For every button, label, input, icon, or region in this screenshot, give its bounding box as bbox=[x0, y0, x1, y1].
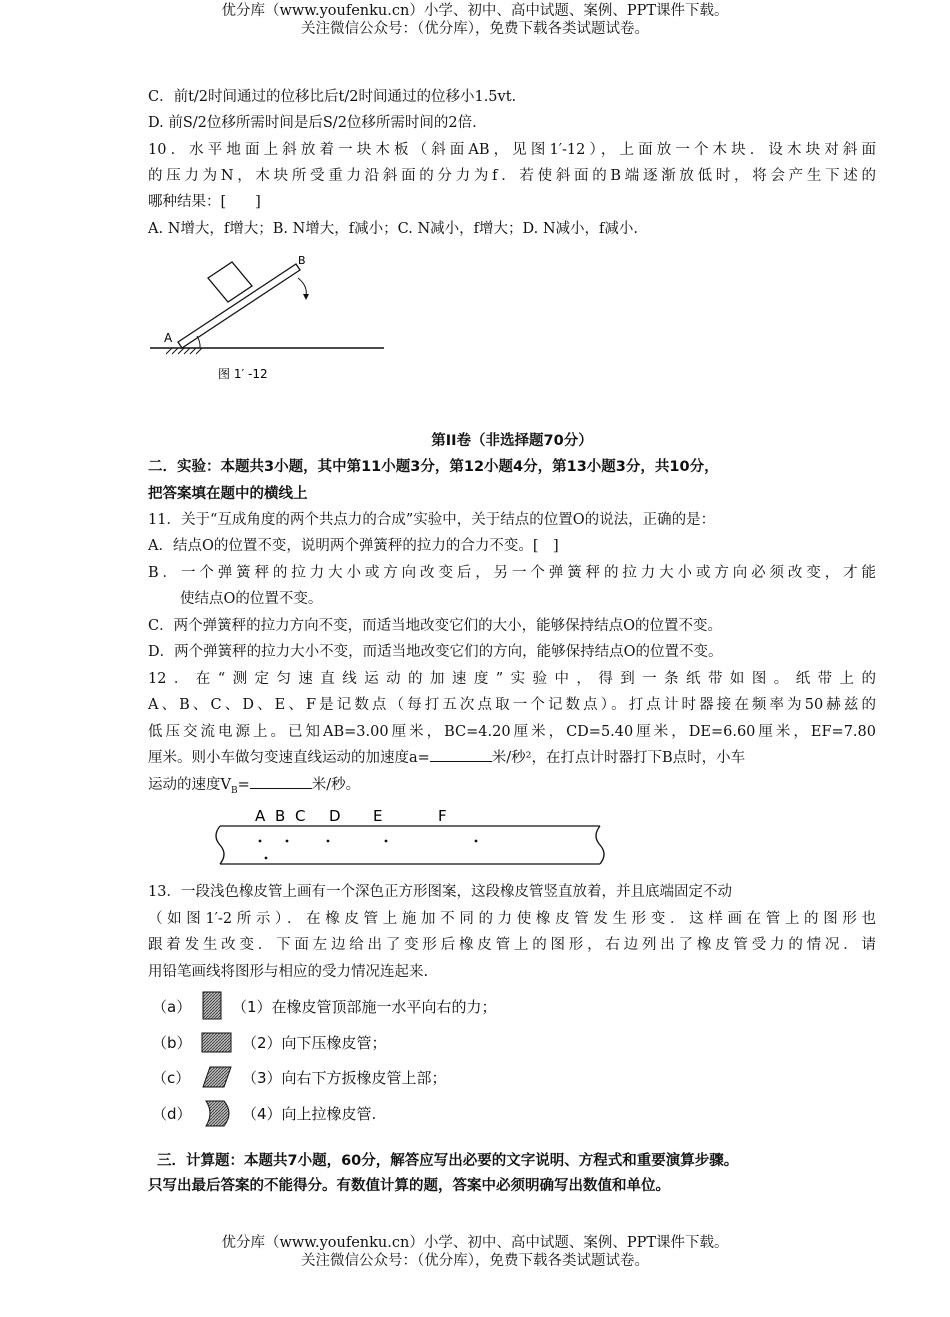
section2-title: 第II卷（非选择题70分） bbox=[431, 433, 593, 449]
q13-item-a bbox=[152, 991, 497, 1021]
q11-option-d: D．两个弹簧秤的拉力大小不变，而适当地改变它们的方向，能够保持结点O的位置不变。 bbox=[148, 644, 723, 660]
q13-item-c bbox=[152, 1062, 447, 1092]
velocity-blank[interactable] bbox=[250, 774, 312, 789]
tape-dot bbox=[286, 840, 289, 843]
bulged-shape bbox=[200, 1097, 234, 1129]
q11-option-b-line1: B．一个弹簧秤的拉力大小或方向改变后，另一个弹簧秤的拉力大小或方向必须改变，才能 bbox=[148, 565, 876, 581]
tall-rectangle-shape bbox=[200, 991, 224, 1021]
tape-dot bbox=[385, 840, 388, 843]
q12-line5-eq: = bbox=[237, 777, 250, 793]
q12-line5-end: 米/秒。 bbox=[311, 777, 361, 793]
q12-line4 bbox=[148, 745, 876, 771]
q12-line2: A、B、C、D、E、F是记数点（每打五次点取一个记数点）。打点计时器接在频率为50赫兹的 bbox=[148, 697, 876, 713]
q12-line5-subscript: B bbox=[230, 785, 238, 796]
tape-label-f: F bbox=[438, 807, 447, 825]
q10-line3: 哪种结果：[ ] bbox=[148, 194, 261, 210]
page-header-line1: 优分库（www.youfenku.cn）小学、初中、高中试题、案例、PPT课件下载。 bbox=[221, 3, 729, 19]
q13-item-a-tag: （a） bbox=[152, 997, 192, 1016]
q13-item-c-tag: （c） bbox=[152, 1068, 191, 1087]
q9-option-c: C．前t/2时间通过的位移比后t/2时间通过的位移小1.5vt. bbox=[148, 89, 517, 105]
q13-item-d-tag: （d） bbox=[152, 1104, 192, 1123]
q12-line1: 12．在“测定匀速直线运动的加速度”实验中，得到一条纸带如图。纸带上的 bbox=[148, 671, 876, 687]
figure-caption: 图 1′ -12 bbox=[218, 367, 268, 381]
q13-line2: （如图1′-2所示）．在橡皮管上施加不同的力使橡皮管发生形变．这样画在管上的图形也 bbox=[148, 911, 876, 927]
tape-label-a: A bbox=[255, 807, 266, 825]
page-footer-line1: 优分库（www.youfenku.cn）小学、初中、高中试题、案例、PPT课件下载。 bbox=[221, 1235, 729, 1251]
wide-rectangle-shape bbox=[200, 1029, 234, 1055]
q10-line2: 的压力为N，木块所受重力沿斜面的分力为f．若使斜面的B端逐渐放低时，将会产生下述的 bbox=[148, 168, 876, 184]
figure-label-b: B bbox=[298, 254, 306, 267]
q13-line1: 13．一段浅色橡皮管上画有一个深色正方形图案，这段橡皮管竖直放着，并且底端固定不动 bbox=[148, 884, 732, 900]
q13-line3: 跟着发生改变．下面左边给出了变形后橡皮管上的图形，右边列出了橡皮管受力的情况．请 bbox=[148, 937, 876, 953]
incline-figure bbox=[148, 250, 398, 390]
page-footer-line2: 关注微信公众号：（优分库），免费下载各类试题试卷。 bbox=[301, 1253, 649, 1269]
tape-dot bbox=[327, 840, 330, 843]
tape-label-d: D bbox=[329, 807, 341, 825]
q12-line5-start: 运动的速度V bbox=[148, 777, 231, 793]
q10-line1: 10．水平地面上斜放着一块木板（斜面AB，见图1′-12），上面放一个木块．设木块对斜面 bbox=[148, 142, 876, 158]
q13-item-a-desc: （1）在橡皮管顶部施一水平向右的力； bbox=[232, 997, 497, 1016]
q9-option-d: D. 前S/2位移所需时间是后S/2位移所需时间的2倍. bbox=[148, 115, 477, 131]
q13-item-c-desc: （3）向右下方扳橡皮管上部； bbox=[242, 1068, 447, 1087]
tape-dot bbox=[259, 840, 262, 843]
acceleration-blank[interactable] bbox=[430, 747, 492, 762]
page-header-line2: 关注微信公众号：（优分库），免费下载各类试题试卷。 bbox=[301, 21, 649, 37]
q13-item-b-desc: （2）向下压橡皮管； bbox=[242, 1033, 387, 1052]
q11-option-c: C．两个弹簧秤的拉力方向不变，而适当地改变它们的大小，能够保持结点O的位置不变。 bbox=[148, 618, 722, 634]
section3-heading-line1: 三．计算题：本题共7小题，60分，解答应写出必要的文字说明、方程式和重要演算步骤。 bbox=[157, 1153, 739, 1169]
q11-option-a: A．结点O的位置不变，说明两个弹簧秤的拉力的合力不变。[ ] bbox=[148, 538, 559, 554]
q12-line3: 低压交流电源上。已知AB=3.00厘米，BC=4.20厘米，CD=5.40厘米，DE=6.60厘米，EF=7.80 bbox=[148, 724, 876, 740]
paper-tape-figure bbox=[210, 800, 610, 872]
q11-stem: 11．关于“互成角度的两个共点力的合成”实验中，关于结点的位置O的说法，正确的是： bbox=[148, 512, 716, 528]
q13-item-d-desc: （4）向上拉橡皮管. bbox=[242, 1104, 377, 1123]
tape-label-e: E bbox=[373, 807, 383, 825]
q12-line4-end: 米/秒²，在打点计时器打下B点时，小车 bbox=[491, 750, 746, 766]
section2-heading-line2: 把答案填在题中的横线上 bbox=[148, 486, 308, 502]
q12-line4-start: 厘米。则小车做匀变速直线运动的加速度a= bbox=[148, 750, 430, 766]
tape-label-c: C bbox=[295, 807, 306, 825]
q13-item-b-tag: （b） bbox=[152, 1033, 192, 1052]
tape-dot bbox=[265, 857, 268, 860]
figure-label-a: A bbox=[164, 331, 173, 345]
section2-heading-line1: 二．实验：本题共3小题，其中第11小题3分，第12小题4分，第13小题3分，共10分， bbox=[148, 459, 719, 475]
tape-label-b: B bbox=[275, 807, 286, 825]
q11-option-b-line2: 使结点O的位置不变。 bbox=[180, 591, 323, 607]
q10-options: A. N增大，f增大；B. N增大，f减小；C. N减小，f增大；D. N减小，f减小. bbox=[148, 221, 639, 237]
q13-item-d bbox=[152, 1098, 376, 1128]
tape-dot bbox=[475, 840, 478, 843]
q13-item-b bbox=[152, 1027, 387, 1057]
q13-line4: 用铅笔画线将图形与相应的受力情况连起来. bbox=[148, 964, 429, 980]
parallelogram-shape bbox=[200, 1064, 234, 1090]
section3-heading-line2: 只写出最后答案的不能得分。有数值计算的题，答案中必须明确写出数值和单位。 bbox=[148, 1178, 670, 1194]
